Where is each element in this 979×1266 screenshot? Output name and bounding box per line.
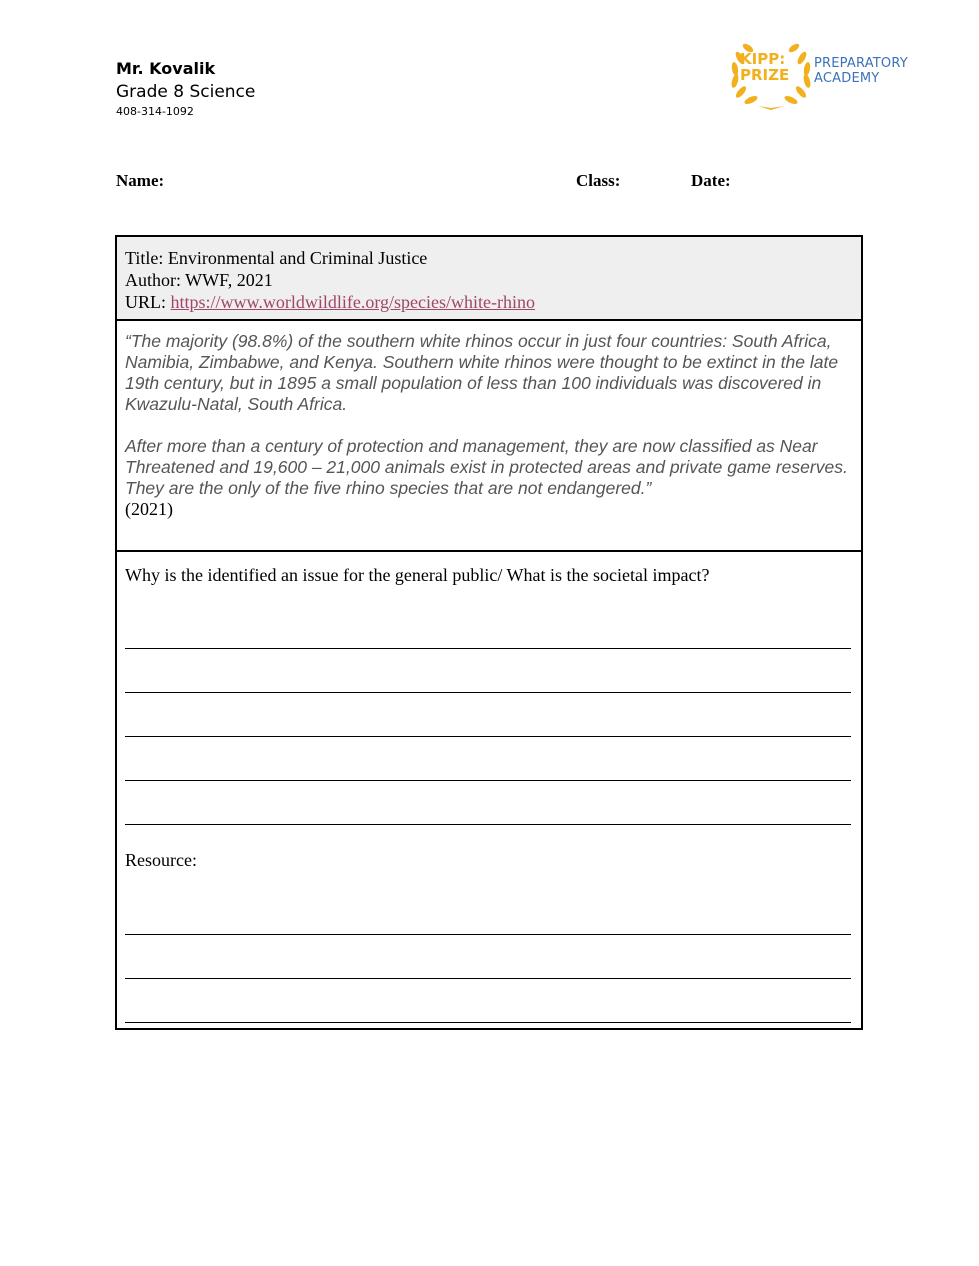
answer-section bbox=[117, 552, 861, 1028]
logo-brand bbox=[740, 51, 789, 83]
resource-line[interactable] bbox=[125, 934, 851, 935]
url-label: URL: bbox=[125, 292, 171, 312]
answer-line[interactable] bbox=[125, 780, 851, 781]
answer-line[interactable] bbox=[125, 736, 851, 737]
phone-number: 408-314-1092 bbox=[116, 105, 194, 118]
logo-brand-top: KIPP: bbox=[740, 50, 786, 68]
source-author: Author: WWF, 2021 bbox=[125, 270, 273, 290]
class-field-label: Class: bbox=[576, 171, 621, 190]
answer-line[interactable] bbox=[125, 648, 851, 649]
quote-paragraph-1: “The majority (98.8%) of the southern white rhinos occur in just four countries: South Africa, Namibia, Zimbabwe, and Kenya. Southern white rhinos were thought to be extinct in the late 19th century, but in 1895 a small population of less than 100 individuals was discovered in Kwazulu-Natal, South Africa. bbox=[125, 331, 839, 414]
resource-line[interactable] bbox=[125, 1022, 851, 1023]
answer-line[interactable] bbox=[125, 824, 851, 825]
school-logo bbox=[728, 36, 918, 112]
source-info bbox=[117, 237, 861, 321]
date-field-label: Date: bbox=[691, 171, 731, 190]
name-field-label: Name: bbox=[116, 171, 165, 190]
quote-paragraph-2: After more than a century of protection and management, they are now classified as Near Threatened and 19,600 – 21,000 animals exist in protected areas and private game reserves. They are the only of the five rhino species that are not endangered.” bbox=[125, 436, 848, 498]
teacher-name: Mr. Kovalik bbox=[116, 59, 216, 78]
source-url-row bbox=[125, 291, 853, 313]
logo-line-2: ACADEMY bbox=[814, 71, 880, 86]
course-name: Grade 8 Science bbox=[116, 82, 256, 102]
question-prompt: Why is the identified an issue for the general public/ What is the societal impact? bbox=[125, 565, 710, 585]
worksheet-table bbox=[115, 235, 863, 1030]
resource-line[interactable] bbox=[125, 978, 851, 979]
quote-section bbox=[117, 321, 861, 552]
resource-label: Resource: bbox=[125, 850, 197, 870]
source-url-link[interactable]: https://www.worldwildlife.org/species/white-rhino bbox=[170, 292, 535, 312]
logo-brand-bottom: PRIZE bbox=[740, 66, 790, 84]
teacher-header bbox=[116, 58, 255, 120]
answer-line[interactable] bbox=[125, 692, 851, 693]
logo-line-1: PREPARATORY bbox=[814, 56, 908, 71]
logo-text bbox=[814, 56, 908, 86]
source-title: Title: Environmental and Criminal Justice bbox=[125, 248, 428, 268]
quote-year: (2021) bbox=[125, 499, 173, 519]
